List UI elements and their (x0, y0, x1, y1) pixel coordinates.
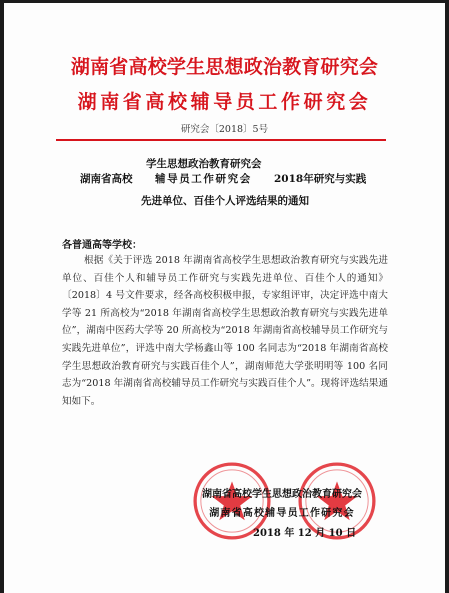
signature-issuer-2: 湖南省高校辅导员工作研究会 (209, 508, 355, 519)
subject-right: 2018年研究与实践 (274, 173, 367, 185)
issuer-title-1: 湖南省高校学生思想政治教育研究会 (70, 56, 379, 78)
subject-line2: 先进单位、百佳个人评选结果的通知 (141, 195, 309, 207)
issuer-title-2: 湖南省高校辅导员工作研究会 (77, 91, 372, 113)
subject-left: 湖南省高校 (80, 173, 133, 185)
scan-edge-top (0, 0, 449, 3)
salutation: 各普通高等学校： (62, 240, 142, 251)
signature-date: 2018 年 12 月 10 日 (253, 528, 357, 539)
subject-mid-line2: 辅导员工作研究会 (155, 173, 252, 185)
signature-issuer-1: 湖南省高校学生思想政治教育研究会 (202, 489, 362, 500)
red-divider (56, 139, 386, 141)
subject-mid-line1: 学生思想政治教育研究会 (146, 158, 262, 170)
document-number: 研究会〔2018〕5号 (180, 124, 269, 135)
body-paragraph: 根据《关于评选 2018 年湖南省高校学生思想政治教育研究与实践先进单位、百佳个人和辅导员工作研究与实践先进单位、百佳个人的通知》〔2018〕4 号文件要求，经各高校积极申报，专家组评审，决定评选中南大学等 21 所高校为“2018 年湖南省高校学生思想政治教育研究与实践先进单位”，湖南中医药大学等 20 所高校为“2018 年湖南省高校辅导员工作研究与实践先进单位”，评选中南大学杨鑫山等 100 名同志为“2018 年湖南省高校学生思想政治教育研究与实践百佳个人”，湖南师范大学张明明等 100 名同志为“2018 年湖南省高校辅导员工作研究与实践百佳个人”。现将评选结果通知如下。 (62, 255, 388, 407)
